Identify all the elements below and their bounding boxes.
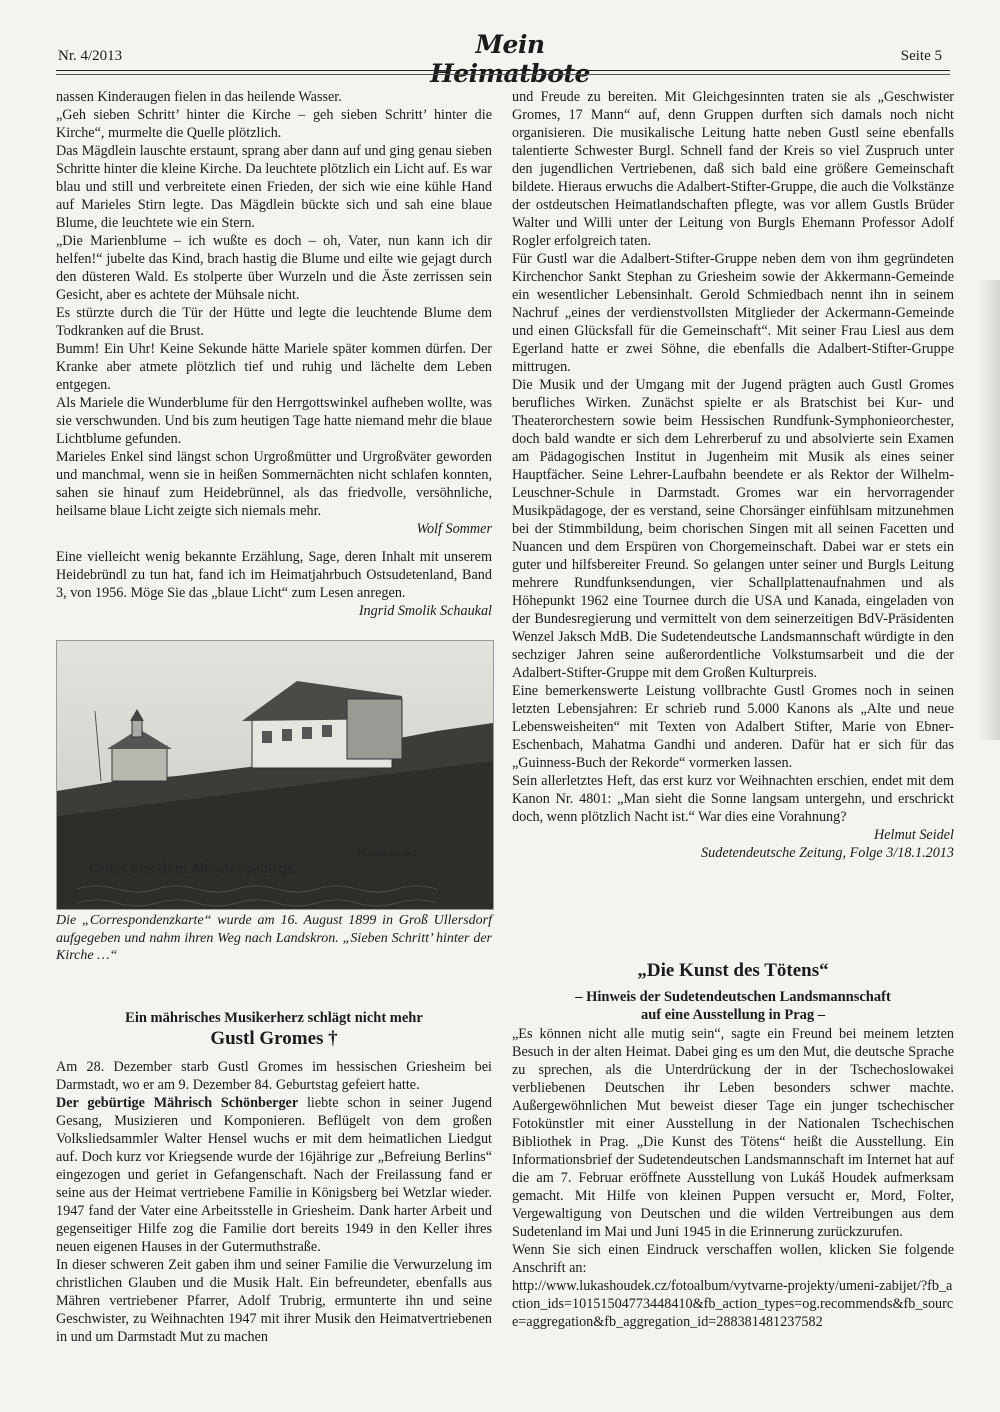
obituary-paragraph-2: Der gebürtige Mährisch Schönberger liebte schon in seiner Jugend Gesang, Musizieren und Komponieren. Beflügelt von dem großen Volksliedsammler Walter Hensel wuchs er mit dem heimatlichen Liedgut auf. Doch kurz vor Kriegsende wurde der 16jährige zur „Befreiung Berlins“ eingezogen und geriet in Gefangenschaft. Nach der Freilassung fand er seine aus der Heimat vertriebene Familie in Königsberg bei Wetzlar wieder. 1947 fand der Vater eine Arbeitsstelle in Griesheim. Dank harter Arbeit und gegenseitiger Hilfe zog die Familie dort bereits 1949 in den Keller ihres neuen eigenen Hauses in der Gutermuthstraße. [56,1095,493,1255]
obituary-lead: Der gebürtige Mährisch Schönberger [56,1095,299,1111]
page-fold-shadow [978,280,1000,740]
story-paragraph: Es stürzte durch die Tür der Hütte und legte die leuchtende Blume dem Todkranken auf die Brust. [56,305,492,339]
story-paragraph: nassen Kinderaugen fielen in das heilende Wasser. [56,89,342,105]
exhibit-paragraph: „Es können nicht alle mutig sein“, sagte ein Freund bei meinem letzten Besuch in der alten Heimat. Dabei ging es um den Mut, die deutsche Sprache zu sprechen, als die Unterdrückung der in der Tschechoslowakei verbliebenen Deutschen ihr Leben besonders schwer machte. Außergewöhnlichen Mut beweist dieser Tage ein junger tschechischer Fotokünstler mit einer Ausstellung in der Nationalen Tschechischen Bibliothek in Prag. „Die Kunst des Tötens“ heißt die Ausstellung. Ein Informationsbrief der Sudetendeutschen Landsmannschaft im Internet hat auf die am 7. Februar eröffnete Ausstellung von Lukáš Houdek aufmerksam gemacht. Mit Hilfe von kleinen Puppen versucht er, Mord, Folter, Vergewaltigung von Deutschen und die wilden Vertreibungen aus dem Sudetenland im Mai und Juni 1945 in die Erinnerung zurückzurufen. [512,1026,954,1240]
obituary-paragraph: Die Musik und der Umgang mit der Jugend prägten auch Gustl Gromes berufliches Wirken. Zunächst spielte er als Bratschist bei Kur- und Theaterorchestern sowie beim Hessischen Rundfunk-Symphonieorchester, doch bald wandte er sich dem Lehrerberuf zu und absolvierte sein Examen am Pädagogischen Institut in Jugenheim mit Musik als eines seiner Hauptfächer. Seine Lehrer-Laufbahn beendete er als Rektor der Wilhelm-Leuschner-Schule in Darmstadt. Gromes war ein hervorragender Musikpädagoge, der es verstand, seine Chorsänger einfühlsam mitzunehmen bei der Stimmbildung, beim chorischen Singen mit all seinen Facetten und Nuancen und dem Erspüren von Chorgemeinschaft. Dabei war er stets ein guter und hilfsbereiter Freund. So gelangen unter seiner und Burgls Leitung mehrere Rundfunksendungen, vier Schallplattenaufnahmen und als Höhepunkt 1962 eine Tournee durch die USA und Kanada, eingeladen von der Bundesregierung und vermittelt von dem seinerzeitigen BdV-Präsidenten Wenzel Jaksch MdB. Die Sudetendeutsche Landsmannschaft würdigte in den sechziger Jahren seine außerordentliche Volkstumsarbeit und die der Adalbert-Stifter-Gruppe mit dem Großen Kulturpreis. [512,377,954,681]
obituary-right-column [512,88,954,862]
story-paragraph: Das Mägdlein lauschte erstaunt, sprang aber dann auf und ging genau sieben Schritte hinter die kleine Kirche. Da leuchtete plötzlich ein Licht auf. Es war blau und still und verbreitete einen Frieden, der sich wie eine kühle Hand auf Marieles Stirn legte. Das Mägdlein bückte sich und sah eine blaue Blume, die leuchtete wie ein Stern. [56,143,492,231]
page-number: Seite 5 [900,48,942,64]
story-column [56,88,492,620]
exhibit-link[interactable]: http://www.lukashoudek.cz/fotoalbum/vytvarne-projekty/umeni-zabijet/?fb_action_ids=10151504773448410&fb_action_types=og.recommends&fb_source=aggregation&fb_aggregation_id=288381481237582 [512,1278,954,1330]
obituary-paragraph: Für Gustl war die Adalbert-Stifter-Gruppe neben dem von ihm gegründeten Kirchenchor Sankt Stephan zu Griesheim sowie der Akkermann-Gemeinde ein wesentlicher Lebensinhalt. Gerold Schmiedbach nennt ihn in seinem Nachruf „eines der verdienstvollsten Mitglieder der Ackermann-Gemeinde und einen Glücksfall für die Gemeinschaft“. Mit seiner Frau Liesl aus dem Egerland hatte er zwei Söhne, die ebenfalls die Adalbert-Stifter-Gruppe mittrugen. [512,251,954,375]
exhibit-subtitle: – Hinweis der Sudetendeutschen Landsmannschaft auf eine Ausstellung in Prag – [575,989,891,1023]
postcard-illustration [57,641,493,909]
exhibit-paragraph: Wenn Sie sich einen Eindruck verschaffen wollen, klicken Sie folgende Anschrift an: [512,1242,954,1276]
story-paragraph: Bumm! Ein Uhr! Keine Sekunde hätte Mariele später kommen dürfen. Der Kranke aber atmete plötzlich tief und ruhig und lächelte dem Leben entgegen. [56,341,492,393]
story-paragraph: Als Mariele die Wunderblume für den Herrgottswinkel aufheben wollte, was sie verschwunden. Und bis zum heutigen Tage hatte niemand mehr die blaue Lichtblume gefunden. [56,395,492,447]
obituary-paragraph: Am 28. Dezember starb Gustl Gromes im hessischen Griesheim bei Darmstadt, wo er am 9. Dezember 84. Geburtstag gefeiert hatte. [56,1059,492,1093]
masthead-logo: Mein Heimatbote [430,30,590,88]
obituary-kicker: Ein mährisches Musikerherz schlägt nicht mehr [125,1010,423,1026]
exhibit-title: „Die Kunst des Tötens“ [637,960,829,981]
obituary-paragraph: Eine bemerkenswerte Leistung vollbrachte Gustl Gromes noch in seinen letzten Lebensjahren: Er schrieb rund 5.000 Kanons als „Alte und neue Lebensweisheiten“ mit Texten von Adalbert Stifter, Marie von Ebner-Eschenbach, Mahatma Gandhi und anderen. Dafür hat er sich für das „Guinness-Buch der Rekorde“ vormerken lassen. [512,683,954,771]
postcard-caption: Die „Correspondenzkarte“ wurde am 16. August 1899 in Groß Ullersdorf aufgegeben und nahm ihren Weg nach Landskron. „Sieben Schritt’ hinter der Kirche …“ [56,913,492,963]
obituary-paragraph: In dieser schweren Zeit gaben ihm und seiner Familie die Verwurzelung im christlichen Glauben und die Musik Halt. Ein befreundeter, ebenfalls aus Mähren vertriebener Pfarrer, Adolf Trubrig, ermunterte ihn und seine Geschwister, zu Weihnachten 1947 mit ihrer Musik den Heimatvertriebenen in und um Darmstadt Mut zu machen [56,1257,492,1345]
postcard-place-label: Haidebrünnel. [357,847,420,859]
postcard-greeting: Gruss aus dem Altvatergebirge. [89,862,299,877]
exhibit-body [512,1025,954,1331]
obituary-paragraph: Sein allerletztes Heft, das erst kurz vor Weihnachten erschien, endet mit dem Kanon Nr. 4801: „Man sieht die Sonne langsam untergehn, und erschrickt doch, wenn plötzlich Nacht ist.“ War dies eine Vorahnung? [512,773,954,825]
note-author: Ingrid Smolik Schaukal [358,603,492,619]
obituary-author: Helmut Seidel [874,827,954,843]
story-author: Wolf Sommer [416,521,492,537]
story-paragraph: „Die Marienblume – ich wußte es doch – oh, Vater, nun kann ich dir helfen!“ jubelte das Kind, brach hastig die Blume und eilte wie gejagt durch den düsteren Wald. Es stolperte über Wurzeln und die Äste zerrissen sein Gesicht, aber es achtete der Mühsale nicht. [56,233,492,303]
story-paragraph: „Geh sieben Schritt’ hinter die Kirche – geh sieben Schritt’ hinter die Kirche“, murmelte die Quelle plötzlich. [56,107,492,141]
story-note: Eine vielleicht wenig bekannte Erzählung, Sage, deren Inhalt mit unserem Heidebründl zu tun hat, fand ich im Heimatjahrbuch Ostsudetenland, Band 3, von 1956. Möge Sie das „blaue Licht“ zum Lesen anregen. [56,549,492,601]
issue-number: Nr. 4/2013 [58,48,123,64]
obituary-left-column [56,1058,492,1346]
obituary-source: Sudetendeutsche Zeitung, Folge 3/18.1.2013 [701,845,954,861]
story-paragraph: Marieles Enkel sind längst schon Urgroßmütter und Urgroßväter geworden und manchmal, wenn sie in heißen Sommernächten nicht schlafen konnten, sahen sie hinauf zum Heidebrünnel, als das friedvolle, versöhnliche, heilsame blaue Licht zeigte sich niemals mehr. [56,449,492,519]
header-rule-thin [56,74,950,75]
header-rule [56,70,950,71]
obituary-paragraph: und Freude zu bereiten. Mit Gleichgesinnten traten sie als „Geschwister Gromes, 17 Mann“ auf, denn Gruppen durften sich damals noch nicht organisieren. Die musikalische Leitung hatte neben Gustl seine ebenfalls talentierte Schwester Burgl. Schnell fand der Kreis so viel Zuspruch unter den jugendlichen Vertriebenen, daß sich bald eine größere Gemeinschaft bildete. Hieraus erwuchs die Adalbert-Stifter-Gruppe, die auch die Volkstänze der ostdeutschen Heimatlandschaften pflegte, was vor allem Gustls Brüder Walter und Willi unter der Leitung von Burgls Ehemann Professor Adolf Rogler erfolgreich taten. [512,89,955,249]
obituary-headline: Gustl Gromes † [210,1028,338,1049]
postcard-photo [56,640,494,910]
